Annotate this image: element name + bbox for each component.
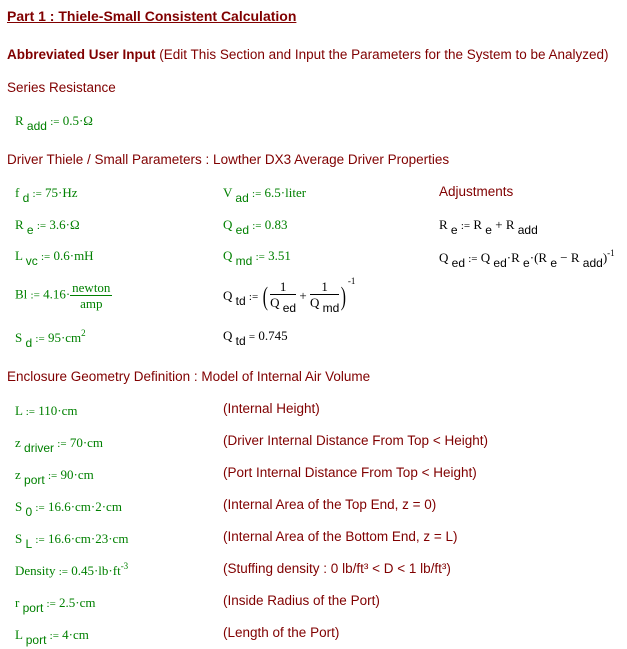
z-port-definition[interactable] xyxy=(15,465,94,487)
value: 90·cm xyxy=(60,467,94,482)
sub: add xyxy=(26,119,47,133)
exponent: -1 xyxy=(607,248,615,258)
user-input-heading-bold: Abbreviated User Input xyxy=(7,47,156,62)
s-d-definition[interactable] xyxy=(15,328,86,350)
fraction-2 xyxy=(310,279,339,316)
c-sub: e xyxy=(550,256,558,270)
value: 0.83 xyxy=(264,217,288,232)
q-td-formula[interactable] xyxy=(223,276,355,316)
value: 3.6·Ω xyxy=(49,217,80,232)
den-sub: md xyxy=(322,300,340,315)
l-vc-definition[interactable] xyxy=(15,248,94,268)
op: := xyxy=(32,188,42,200)
series-resistance-label: Series Resistance xyxy=(7,80,116,95)
plus: + xyxy=(495,217,503,232)
s-0-definition[interactable] xyxy=(15,497,122,519)
sub: vc xyxy=(25,254,38,268)
sym: R xyxy=(15,217,24,232)
op: := xyxy=(255,251,265,263)
q-td-result xyxy=(223,328,288,348)
density-description: (Stuffing density : 0 lb/ft³ < D < 1 lb/ft³) xyxy=(223,561,451,576)
sym: Q xyxy=(223,217,233,232)
rhs1-sub: e xyxy=(485,223,492,237)
value: 0.5·Ω xyxy=(62,113,93,128)
sym: r xyxy=(15,595,20,610)
dot: · xyxy=(506,250,512,265)
z-driver-description: (Driver Internal Distance From Top < Height) xyxy=(223,433,488,448)
op: := xyxy=(35,534,45,546)
left-paren: ( xyxy=(263,282,269,312)
sym: Q xyxy=(223,328,233,343)
re-adjustment[interactable] xyxy=(439,217,538,237)
value: 4·cm xyxy=(62,627,89,642)
sub: td xyxy=(235,334,246,348)
sub: d xyxy=(25,336,33,350)
op: := xyxy=(49,630,59,642)
sup: 2 xyxy=(81,328,86,338)
op: := xyxy=(25,406,35,418)
op: := xyxy=(252,220,262,232)
unit-fraction xyxy=(70,280,112,311)
sub: port xyxy=(22,601,44,615)
sub: ad xyxy=(235,191,249,205)
minus: − xyxy=(560,250,568,265)
op: := xyxy=(47,470,58,482)
rhs1: R xyxy=(473,217,483,232)
d-sub: add xyxy=(582,256,603,270)
sym: L xyxy=(15,403,23,418)
op: := xyxy=(248,291,259,303)
qed-adjustment[interactable]: Q $_{ed}$ := Q $_{ed}$·R $_e$·(R $_e$ − R $_{add}$)$^{-1}$ xyxy=(439,248,615,270)
b-sub: e xyxy=(523,256,530,270)
sub: d xyxy=(22,191,30,205)
op: := xyxy=(30,289,40,302)
sub: 0 xyxy=(25,505,33,519)
sub: md xyxy=(235,254,253,268)
op: := xyxy=(46,598,56,610)
r-add-definition[interactable] xyxy=(15,113,93,133)
sym: R xyxy=(15,113,24,128)
op: := xyxy=(36,220,47,232)
sym: Density xyxy=(15,563,56,578)
value: 0.6·mH xyxy=(53,248,94,263)
value: 110·cm xyxy=(38,403,78,418)
sub: ed xyxy=(235,223,249,237)
r-port-definition[interactable] xyxy=(15,593,96,615)
driver-heading: Driver Thiele / Small Parameters : Lowther DX3 Average Driver Properties xyxy=(7,152,450,167)
value: 16.6·cm·2·cm xyxy=(47,499,122,514)
b: R xyxy=(511,250,520,265)
z-port-description: (Port Internal Distance From Top < Height) xyxy=(223,465,477,480)
sup: -3 xyxy=(120,561,129,571)
sym: S xyxy=(15,531,23,546)
q-ed-definition[interactable] xyxy=(223,217,288,237)
user-input-heading xyxy=(7,47,609,62)
value: 0.45·lb·ft xyxy=(71,563,121,578)
den-sub: ed xyxy=(282,300,297,315)
value: 75·Hz xyxy=(45,185,78,200)
c: R xyxy=(538,250,548,265)
part-title: Part 1 : Thiele-Small Consistent Calculation xyxy=(7,8,297,24)
l-description: (Internal Height) xyxy=(223,401,320,416)
op: = xyxy=(248,331,256,343)
fraction-1 xyxy=(270,279,296,316)
sub: port xyxy=(25,633,47,647)
rhs2-sub: add xyxy=(517,223,538,237)
sym: L xyxy=(15,248,23,263)
value: 70·cm xyxy=(69,435,104,450)
op: := xyxy=(460,220,471,232)
op: := xyxy=(50,116,60,128)
plus: + xyxy=(299,288,307,303)
value: 2.5·cm xyxy=(59,595,96,610)
sub: td xyxy=(235,294,246,308)
z-driver-definition[interactable] xyxy=(15,433,103,455)
sym: z xyxy=(15,467,21,482)
sub: e xyxy=(450,223,458,237)
density-definition[interactable] xyxy=(15,561,128,583)
sym: S xyxy=(15,499,23,514)
enclosure-heading: Enclosure Geometry Definition : Model of Internal Air Volume xyxy=(7,369,371,384)
value: 3.51 xyxy=(268,248,291,263)
op: := xyxy=(40,251,51,263)
sym: Bl xyxy=(15,286,28,302)
op: := xyxy=(35,502,45,514)
r-port-description: (Inside Radius of the Port) xyxy=(223,593,380,608)
op: := xyxy=(468,253,478,265)
l-definition[interactable] xyxy=(15,401,77,423)
value: 4.16· xyxy=(43,286,71,302)
d: R xyxy=(570,250,580,265)
s-l-description: (Internal Area of the Bottom End, z = L) xyxy=(223,529,458,544)
den-sym: Q xyxy=(270,294,280,310)
sym: R xyxy=(439,217,448,232)
l-port-description: (Length of the Port) xyxy=(223,625,340,640)
sym: V xyxy=(223,185,233,200)
exponent: -1 xyxy=(347,276,356,286)
r-e-definition[interactable] xyxy=(15,217,80,237)
denominator: amp xyxy=(80,296,103,311)
user-input-note: (Edit This Section and Input the Parameters for the System to be Analyzed) xyxy=(159,47,609,62)
sub: L xyxy=(25,537,33,551)
rhs2: R xyxy=(505,217,515,232)
bl-definition[interactable] xyxy=(15,280,112,311)
sym: z xyxy=(15,435,21,450)
sub: port xyxy=(24,473,45,487)
sub: driver xyxy=(24,441,55,455)
v-ad-definition[interactable] xyxy=(223,185,306,205)
op: := xyxy=(58,566,68,578)
op: := xyxy=(252,188,262,200)
op: := xyxy=(35,333,45,345)
op: := xyxy=(57,438,67,450)
denominator xyxy=(310,295,339,316)
numerator: 1 xyxy=(310,279,339,295)
sub: e xyxy=(26,223,34,237)
sym: Q xyxy=(223,248,233,263)
sym: L xyxy=(15,627,23,642)
dot: · xyxy=(529,250,535,265)
sub: ed xyxy=(451,256,465,270)
value: 0.745 xyxy=(258,328,288,343)
sym: S xyxy=(15,330,23,345)
l-port-definition[interactable] xyxy=(15,625,89,647)
q-md-definition[interactable] xyxy=(223,248,291,268)
den-sym: Q xyxy=(309,294,320,310)
numerator: newton xyxy=(72,280,111,295)
value: 95·cm xyxy=(47,330,82,345)
a-sub: ed xyxy=(493,256,507,270)
sym: f xyxy=(15,185,20,200)
f-d-definition[interactable] xyxy=(15,185,78,205)
sym: Q xyxy=(439,250,449,265)
numerator: 1 xyxy=(270,279,296,295)
a: Q xyxy=(480,250,491,265)
value: 6.5·liter xyxy=(264,185,307,200)
adjustments-heading: Adjustments xyxy=(439,184,514,199)
sym: Q xyxy=(223,288,233,303)
s-0-description: (Internal Area of the Top End, z = 0) xyxy=(223,497,437,512)
denominator xyxy=(270,295,296,316)
right-paren: ) xyxy=(340,282,347,312)
value: 16.6·cm·23·cm xyxy=(47,531,129,546)
s-l-definition[interactable] xyxy=(15,529,128,551)
